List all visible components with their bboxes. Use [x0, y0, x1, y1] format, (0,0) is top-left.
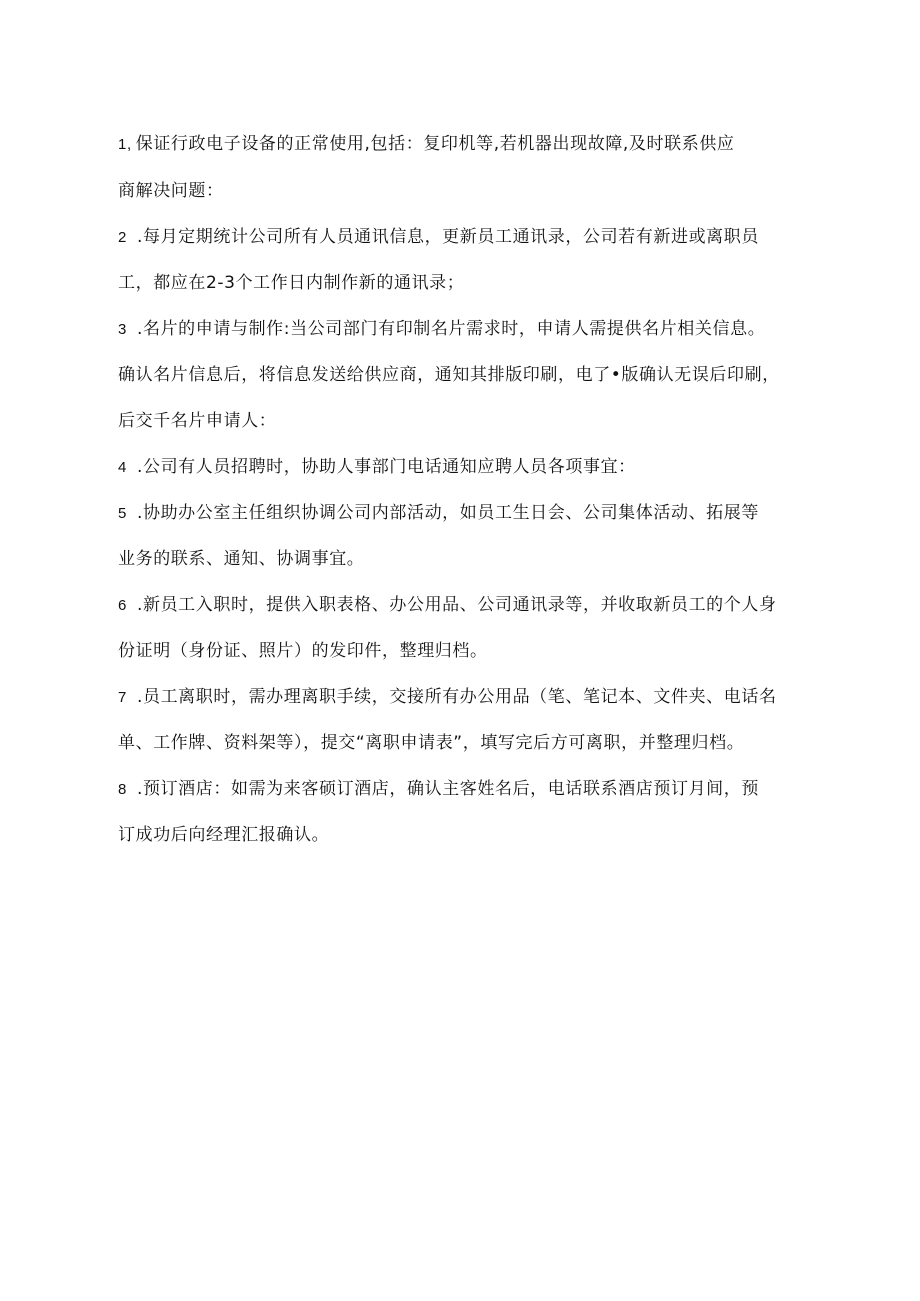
item-6-text-line-1: .新员工入职时，提供入职表格、办公用品、公司通讯录等，并收取新员工的个人身 [136, 595, 777, 615]
item-1-line-2 [118, 168, 808, 214]
item-7-line-2 [118, 720, 808, 766]
item-7-text-line-1: .员工离职时，需办理离职手续，交接所有办公用品（笔、笔记本、文件夹、电话名 [136, 687, 777, 707]
item-5-line-1 [118, 490, 808, 536]
item-2-text-line-2: 工，都应在2-3个工作日内制作新的通讯录； [118, 273, 465, 293]
item-3-line-2 [118, 352, 808, 398]
item-4-number: 4 [118, 459, 127, 476]
item-3-text-line-3: 后交千名片申请人： [118, 411, 277, 431]
item-3-text-line-2: 确认名片信息后，将信息发送给供应商，通知其排版印刷，电了•版确认无误后印刷， [118, 365, 780, 385]
item-3-text-line-1: .名片的申请与制作:当公司部门有印制名片需求时，申请人需提供名片相关信息。 [136, 319, 766, 339]
item-3-number: 3 [118, 321, 127, 338]
item-1-text-line-2: 商解决问题： [118, 181, 224, 201]
item-6-line-1 [118, 582, 808, 628]
item-6-line-2 [118, 628, 808, 674]
item-1-number: 1, [118, 136, 132, 153]
item-2-line-1 [118, 214, 808, 260]
document-body [118, 120, 808, 858]
item-7-line-1 [118, 674, 808, 720]
item-5-text-line-2: 业务的联系、通知、协调事宜。 [118, 549, 365, 569]
item-4-line-1 [118, 444, 808, 490]
item-8-text-line-2: 订成功后向经理汇报确认。 [118, 825, 330, 845]
item-8-line-2 [118, 812, 808, 858]
item-7-number: 7 [118, 689, 127, 706]
item-1-text-line-1: 保证行政电子设备的正常使用,包括：复印机等,若机器出现故障,及时联系供应 [135, 134, 735, 154]
item-2-text-line-1: .每月定期统计公司所有人员通讯信息，更新员工通讯录，公司若有新进或离职员 [136, 227, 759, 247]
item-5-line-2 [118, 536, 808, 582]
item-5-text-line-1: .协助办公室主任组织协调公司内部活动，如员工生日会、公司集体活动、拓展等 [136, 503, 759, 523]
item-2-number: 2 [118, 229, 127, 246]
item-8-number: 8 [118, 781, 127, 798]
item-3-line-1 [118, 306, 808, 352]
item-4-text-line-1: .公司有人员招聘时，协助人事部门电话通知应聘人员各项事宜： [136, 457, 636, 477]
item-5-number: 5 [118, 505, 127, 522]
item-7-text-line-2: 单、工作牌、资料架等），提交“离职申请表”，填写完后方可离职，并整理归档。 [118, 733, 745, 753]
item-8-text-line-1: .预订酒店：如需为来客硕订酒店，确认主客姓名后，电话联系酒店预订月间，预 [136, 779, 759, 799]
item-6-number: 6 [118, 597, 127, 614]
item-8-line-1 [118, 766, 808, 812]
item-3-line-3 [118, 398, 808, 444]
item-1-line-1 [118, 120, 808, 168]
item-2-line-2 [118, 260, 808, 306]
item-6-text-line-2: 份证明（身份证、照片）的发印件，整理归档。 [118, 641, 488, 661]
